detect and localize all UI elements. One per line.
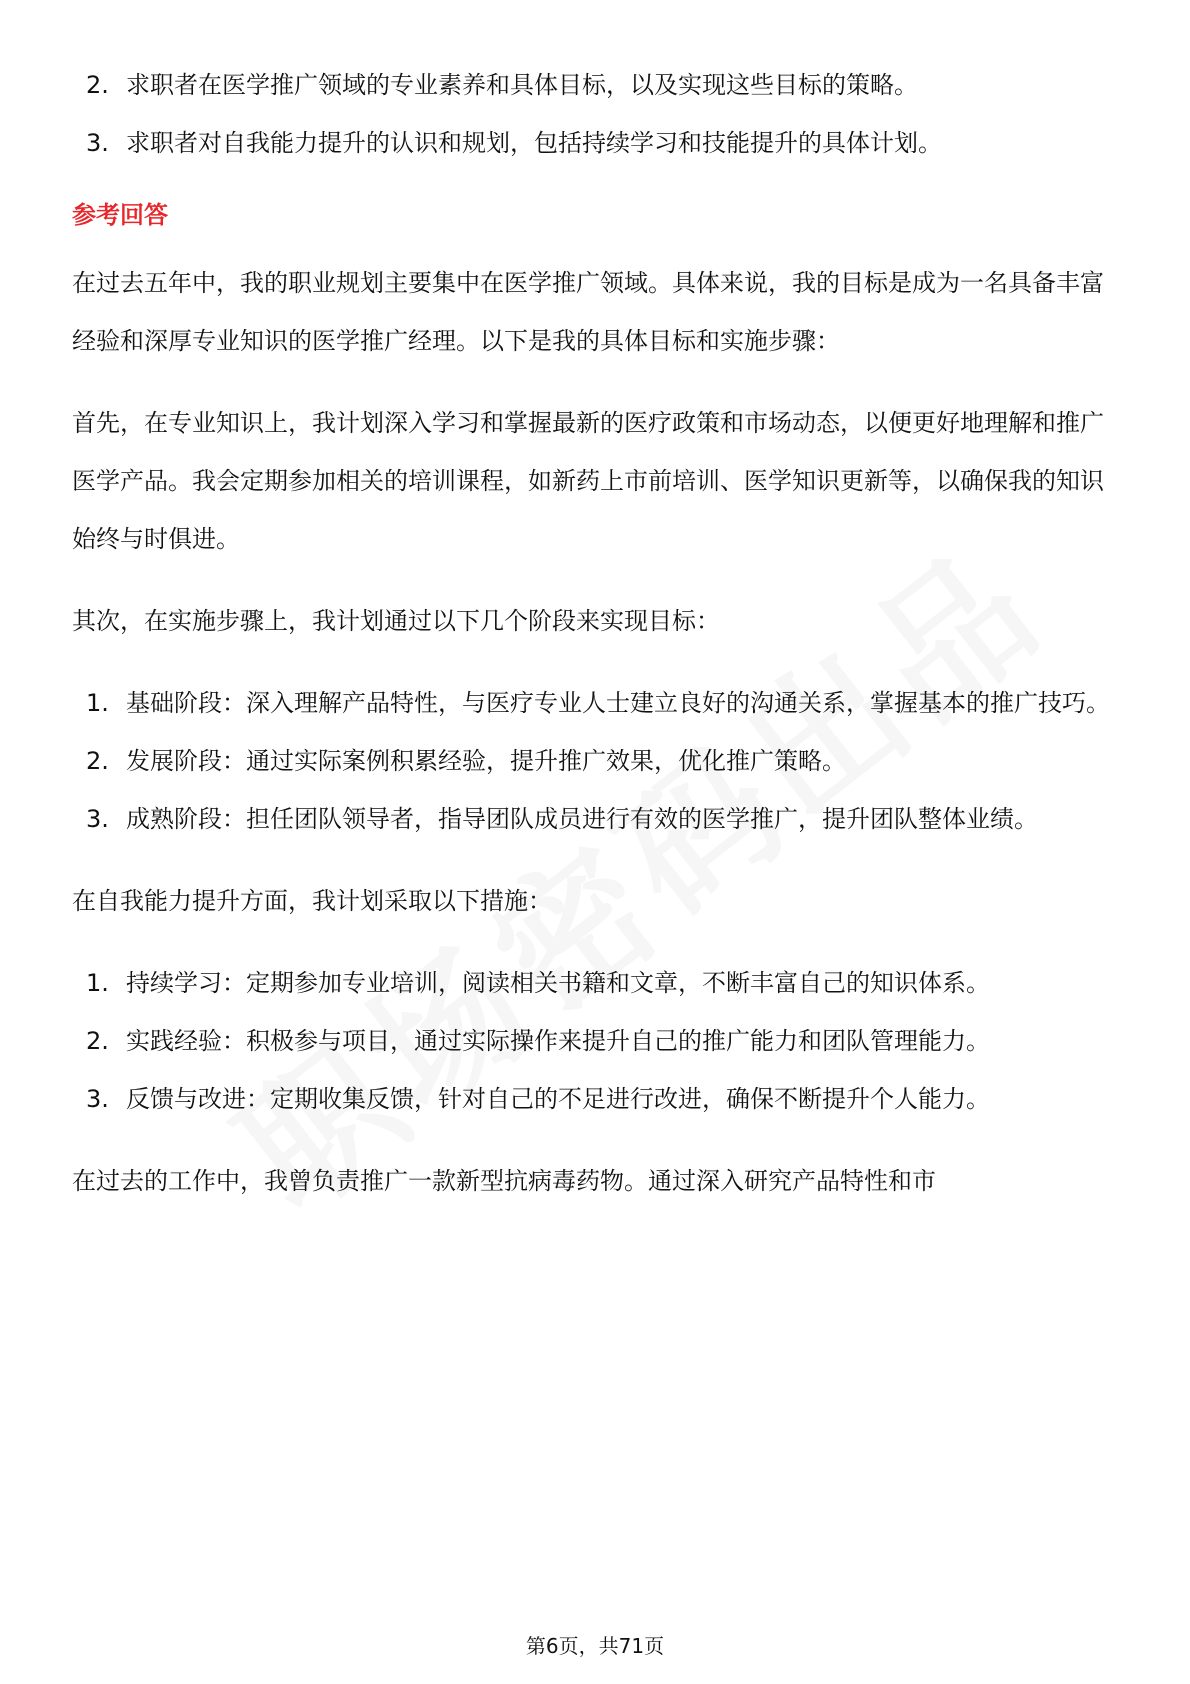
list-text: 持续学习：定期参加专业培训，阅读相关书籍和文章，不断丰富自己的知识体系。	[126, 969, 990, 997]
list-number: 1.	[86, 969, 109, 997]
list-number: 3.	[86, 129, 109, 157]
list-text: 反馈与改进：定期收集反馈，针对自己的不足进行改进，确保不断提升个人能力。	[126, 1085, 990, 1113]
list-item	[72, 732, 1122, 790]
document-page	[72, 56, 1122, 1210]
list-text: 成熟阶段：担任团队领导者，指导团队成员进行有效的医学推广，提升团队整体业绩。	[126, 805, 1038, 833]
list-number: 3.	[86, 805, 109, 833]
list-item	[72, 954, 1122, 1012]
paragraph: 其次，在实施步骤上，我计划通过以下几个阶段来实现目标：	[72, 607, 720, 635]
list-item	[72, 790, 1122, 848]
list-text: 求职者对自我能力提升的认识和规划，包括持续学习和技能提升的具体计划。	[126, 129, 942, 157]
list-text: 基础阶段：深入理解产品特性，与医疗专业人士建立良好的沟通关系，掌握基本的推广技巧。	[126, 689, 1110, 717]
paragraph: 在过去五年中，我的职业规划主要集中在医学推广领域。具体来说，我的目标是成为一名具备丰富经验和深厚专业知识的医学推广经理。以下是我的具体目标和实施步骤：	[72, 269, 1104, 355]
page-footer: 第6页，共71页	[525, 1634, 665, 1658]
paragraph: 在过去的工作中，我曾负责推广一款新型抗病毒药物。通过深入研究产品特性和市	[72, 1167, 936, 1195]
list-item	[72, 56, 1122, 114]
section-heading: 参考回答	[72, 201, 168, 229]
list-item	[72, 1012, 1122, 1070]
paragraph: 在自我能力提升方面，我计划采取以下措施：	[72, 887, 552, 915]
list-text: 实践经验：积极参与项目，通过实际操作来提升自己的推广能力和团队管理能力。	[126, 1027, 990, 1055]
measures-list	[72, 954, 1122, 1128]
list-text: 求职者在医学推广领域的专业素养和具体目标，以及实现这些目标的策略。	[126, 71, 918, 99]
list-number: 2.	[86, 1027, 109, 1055]
list-number: 2.	[86, 747, 109, 775]
stages-list	[72, 674, 1122, 848]
list-text: 发展阶段：通过实际案例积累经验，提升推广效果，优化推广策略。	[126, 747, 846, 775]
question-points-list	[72, 56, 1122, 172]
list-item	[72, 1070, 1122, 1128]
list-item	[72, 674, 1122, 732]
list-item	[72, 114, 1122, 172]
list-number: 3.	[86, 1085, 109, 1113]
list-number: 2.	[86, 71, 109, 99]
list-number: 1.	[86, 689, 109, 717]
paragraph: 首先，在专业知识上，我计划深入学习和掌握最新的医疗政策和市场动态，以便更好地理解和推广医学产品。我会定期参加相关的培训课程，如新药上市前培训、医学知识更新等，以确保我的知识始终与时俱进。	[72, 409, 1104, 553]
